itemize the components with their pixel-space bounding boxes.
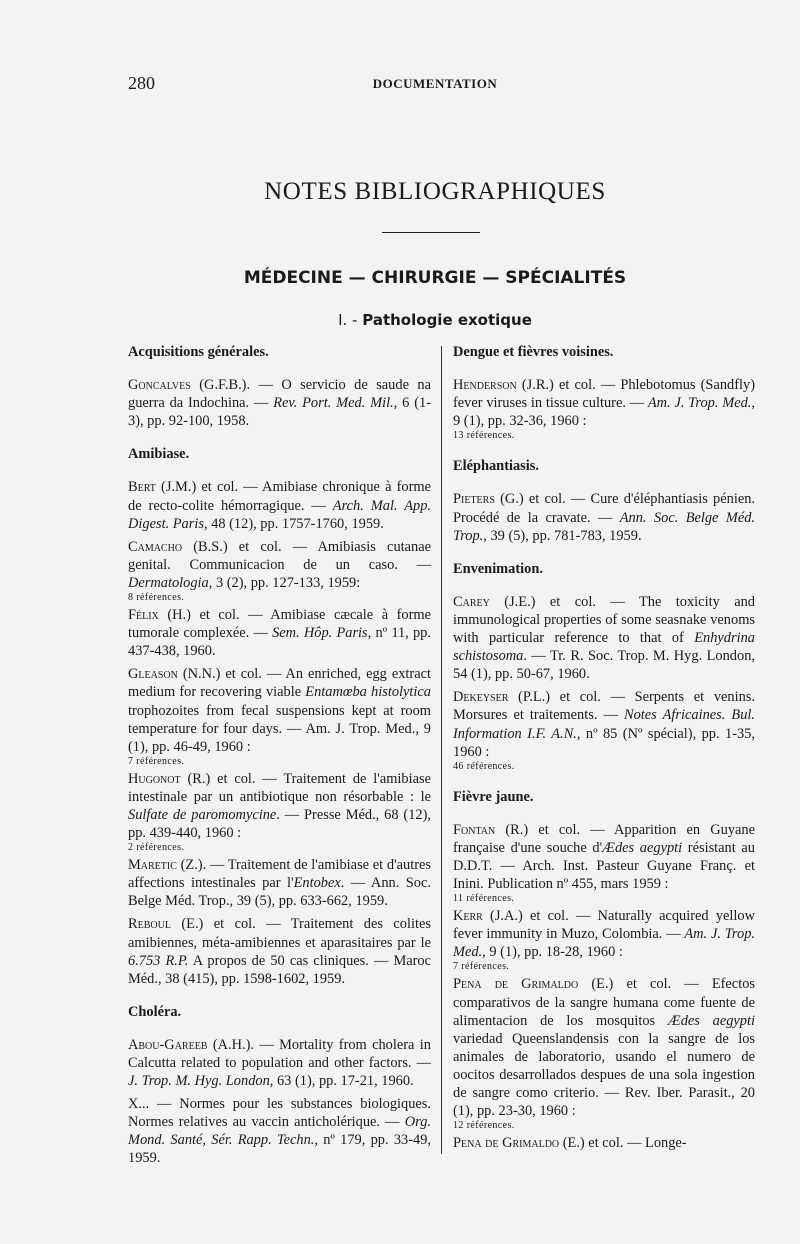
subsection-heading: [0, 311, 800, 329]
entry-journal: Ann. Soc. Belge Méd. Trop.: [453, 509, 756, 544]
entry-details: . — Ann. Soc. Belge Méd. Trop., 39 (5), pp. 633-662, 1959.: [128, 875, 431, 910]
entry-journal: Entobex: [293, 875, 341, 892]
entry-details: , 48 (12), pp. 1757-1760, 1959.: [203, 515, 384, 532]
entry-journal: Ædes aegypti: [667, 1012, 755, 1029]
entry-details: trophozoites from fecal suspensions kept at room temperature for four days. — Am. J. Trop. Med., 9 (1), pp. 46-49, 1960 :: [128, 702, 431, 755]
bibliography-entry: [128, 478, 431, 532]
entry-details: , 39 (5), pp. 781-783, 1959.: [483, 527, 642, 544]
page-title: NOTES BIBLIOGRAPHIQUES: [264, 178, 606, 205]
entry-author: Dekeyser: [453, 689, 509, 706]
bibliography-entry: [128, 915, 431, 987]
entry-author: Kerr: [453, 908, 483, 925]
bibliography-entry: [453, 975, 755, 1120]
entry-author: Reboul: [128, 916, 171, 933]
entry-journal: Am. J. Trop. Med.: [647, 395, 752, 412]
entry-details: variedad Queenslandensis con la sangre de los animales de laboratorio, usando el numero de oocitos desarrollados despues de una sola ingestion de sangre como criterio. — Rev. Iber. Parasit., 20 (1), pp. 23-30, 1960 :: [453, 1030, 755, 1120]
entry-details: A propos de 50 cas cliniques. — Maroc Méd., 38 (415), pp. 1598-1602, 1959.: [128, 952, 431, 987]
entry-author: Carey: [453, 593, 490, 610]
entry-details: , nº 85 (Nº spécial), pp. 1-35, 1960 :: [453, 725, 756, 760]
entry-text: — Normes pour les substances biologiques. Normes relatives au vaccin anticholérique. —: [128, 1096, 431, 1131]
entry-details: , 3 (2), pp. 127-133, 1959:: [208, 574, 361, 591]
bibliography-entry: [128, 665, 431, 755]
entry-author: Pena de Grimaldo: [453, 976, 579, 993]
entry-journal: Dermatologia: [128, 574, 209, 591]
column-divider: [441, 346, 442, 1154]
bibliography-entry: [128, 538, 431, 592]
topic-heading: Dengue et fièvres voisines.: [453, 344, 614, 360]
entry-author: Gleason: [128, 666, 178, 683]
entry-text: (H.) et col. — Amibiase cæcale à forme tumorale complexée. —: [128, 607, 431, 642]
entry-text: (A.H.). — Mortality from cholera in Calcutta related to population and other factors. —: [128, 1036, 431, 1071]
entry-details: résistant au D.D.T. — Arch. Inst. Pasteur Guyane Franç. et Inini. Publication nº 455, mars 1959 :: [453, 839, 755, 893]
topic-heading: Eléphantiasis.: [453, 458, 539, 475]
subsection-number: I. -: [338, 311, 358, 329]
bibliography-entry: [128, 770, 431, 842]
entry-text: (J.M.) et col. — Amibiase chronique à forme de recto-colite hémorragique. —: [128, 479, 431, 514]
bibliography-entry: [453, 821, 755, 893]
reference-count: 8 références.: [128, 592, 185, 604]
bibliography-entry: [453, 593, 755, 683]
bibliography-entry: [453, 907, 755, 961]
reference-count: 2 références.: [128, 842, 185, 854]
bibliography-entry: [128, 606, 431, 660]
bibliography-entry: [453, 688, 755, 760]
entry-author: Henderson: [453, 377, 517, 394]
entry-journal: Am. J. Trop. Med.: [453, 926, 755, 961]
entry-text: (Z.). — Traitement de l'amibiase et d'autres affections intestinales par l': [128, 857, 431, 892]
entry-text: (G.F.B.). — O servicio de saude na guerra da Indochina. —: [128, 377, 431, 412]
entry-details: , 9 (1), pp. 32-36, 1960 :: [453, 395, 755, 430]
entry-details: , 63 (1), pp. 17-21, 1960.: [269, 1073, 414, 1090]
bibliography-entry: [128, 1095, 431, 1167]
entry-text: (E.) et col. — Traitement des colites amibiennes, méta-amibiennes et aparasitaires par le: [128, 916, 431, 951]
entry-author: Hugonot: [128, 770, 181, 787]
topic-heading: Fièvre jaune.: [453, 788, 534, 805]
entry-journal: Ædes aegypti: [602, 839, 683, 856]
entry-author: Goncalves: [128, 377, 191, 394]
bibliography-entry: [453, 1134, 755, 1152]
entry-journal: Org. Mond. Santé, Sér. Rapp. Techn.: [128, 1114, 431, 1149]
entry-text: (J.A.) et col. — Naturally acquired yellow fever immunity in Muzo, Colombia. —: [453, 908, 755, 943]
section-heading: MÉDECINE — CHIRURGIE — SPÉCIALITÉS: [243, 268, 627, 288]
reference-count: 13 références.: [453, 430, 515, 442]
left-column: [128, 343, 431, 1168]
bibliography-entry: [128, 376, 431, 430]
reference-count: 7 références.: [453, 961, 510, 973]
entry-author: Abou-Gareeb: [128, 1036, 208, 1053]
entry-text: (R.) et col. — Traitement de l'amibiase intestinale par un antibiotique non résorbable : le: [128, 770, 431, 805]
entry-author: Pieters: [453, 491, 495, 508]
entry-details: , 9 (1), pp. 18-28, 1960 :: [482, 944, 623, 961]
bibliography-entry: [453, 376, 755, 430]
entry-details: , nº 179, pp. 33-49, 1959.: [128, 1132, 431, 1167]
reference-count: 12 références.: [453, 1120, 515, 1132]
entry-author: Maretic: [128, 857, 177, 874]
entry-text: (G.) et col. — Cure d'éléphantiasis pénien. Procédé de la cravate. —: [453, 491, 755, 526]
entry-details: , nº 11, pp. 437-438, 1960.: [128, 625, 431, 660]
entry-text: (E.) et col. — Longe-: [559, 1135, 687, 1152]
entry-journal: Arch. Mal. App. Digest. Paris: [128, 497, 431, 532]
bibliography-entry: [453, 490, 755, 544]
running-title: DOCUMENTATION: [372, 76, 498, 91]
entry-journal: Rev. Port. Med. Mil.: [273, 395, 394, 412]
entry-author: X...: [128, 1096, 150, 1113]
entry-journal: Notes Africaines. Bul. Information I.F. A.N.: [453, 707, 756, 742]
topic-heading: Choléra.: [128, 1003, 182, 1020]
reference-count: 11 références.: [453, 893, 515, 905]
entry-journal: J. Trop. M. Hyg. London: [128, 1073, 270, 1090]
entry-details: . — Presse Méd., 68 (12), pp. 439-440, 1960 :: [128, 806, 431, 842]
entry-text: (R.) et col. — Apparition en Guyane française d'une souche d': [453, 821, 755, 856]
title-divider: [382, 232, 480, 233]
entry-journal: Sem. Hôp. Paris: [272, 625, 368, 642]
bibliography-entry: [128, 1036, 431, 1090]
entry-author: Pena de Grimaldo: [453, 1135, 560, 1152]
entry-author: Camacho: [128, 538, 183, 555]
topic-heading: Envenimation.: [453, 560, 543, 577]
entry-text: (B.S.) et col. — Amibiasis cutanae genital. Communicacion de un caso. —: [128, 538, 431, 573]
entry-text: (J.E.) et col. — The toxicity and immunological properties of some seasnake venoms with particular reference to that of: [453, 593, 755, 647]
entry-text: (P.L.) et col. — Serpents et venins. Morsures et traitements. —: [453, 689, 755, 724]
entry-details: , 6 (1-3), pp. 92-100, 1958.: [128, 395, 431, 430]
entry-details: . — Tr. R. Soc. Trop. M. Hyg. London, 54 (1), pp. 50-67, 1960.: [453, 648, 755, 683]
reference-count: 46 références.: [453, 760, 515, 772]
entry-journal: Sulfate de paromomycine: [128, 806, 277, 823]
entry-text: (J.R.) et col. — Phlebotomus (Sandfly) fever viruses in tissue culture. —: [453, 377, 755, 412]
right-column: [453, 343, 755, 1152]
reference-count: 7 références.: [128, 755, 185, 767]
entry-author: Fontan: [453, 821, 496, 838]
entry-journal: Enhydrina schistosoma: [453, 630, 755, 665]
topic-heading: Acquisitions générales.: [128, 344, 269, 360]
topic-heading: Amibiase.: [128, 446, 190, 463]
entry-journal: Entamœba histolytica: [305, 684, 431, 701]
subsection-label: Pathologie exotique: [362, 311, 532, 329]
entry-journal: 6.753 R.P.: [128, 952, 189, 969]
entry-author: Félix: [128, 607, 159, 624]
entry-text: (N.N.) et col. — An enriched, egg extract medium for recovering viable: [128, 666, 431, 701]
entry-author: Bert: [128, 479, 156, 496]
bibliography-entry: [128, 856, 431, 910]
entry-text: (E.) et col. — Efectos comparativos de la sangre humana come fuente de alimentacion de los mosquitos: [453, 976, 755, 1029]
page-number: 280: [128, 73, 155, 93]
